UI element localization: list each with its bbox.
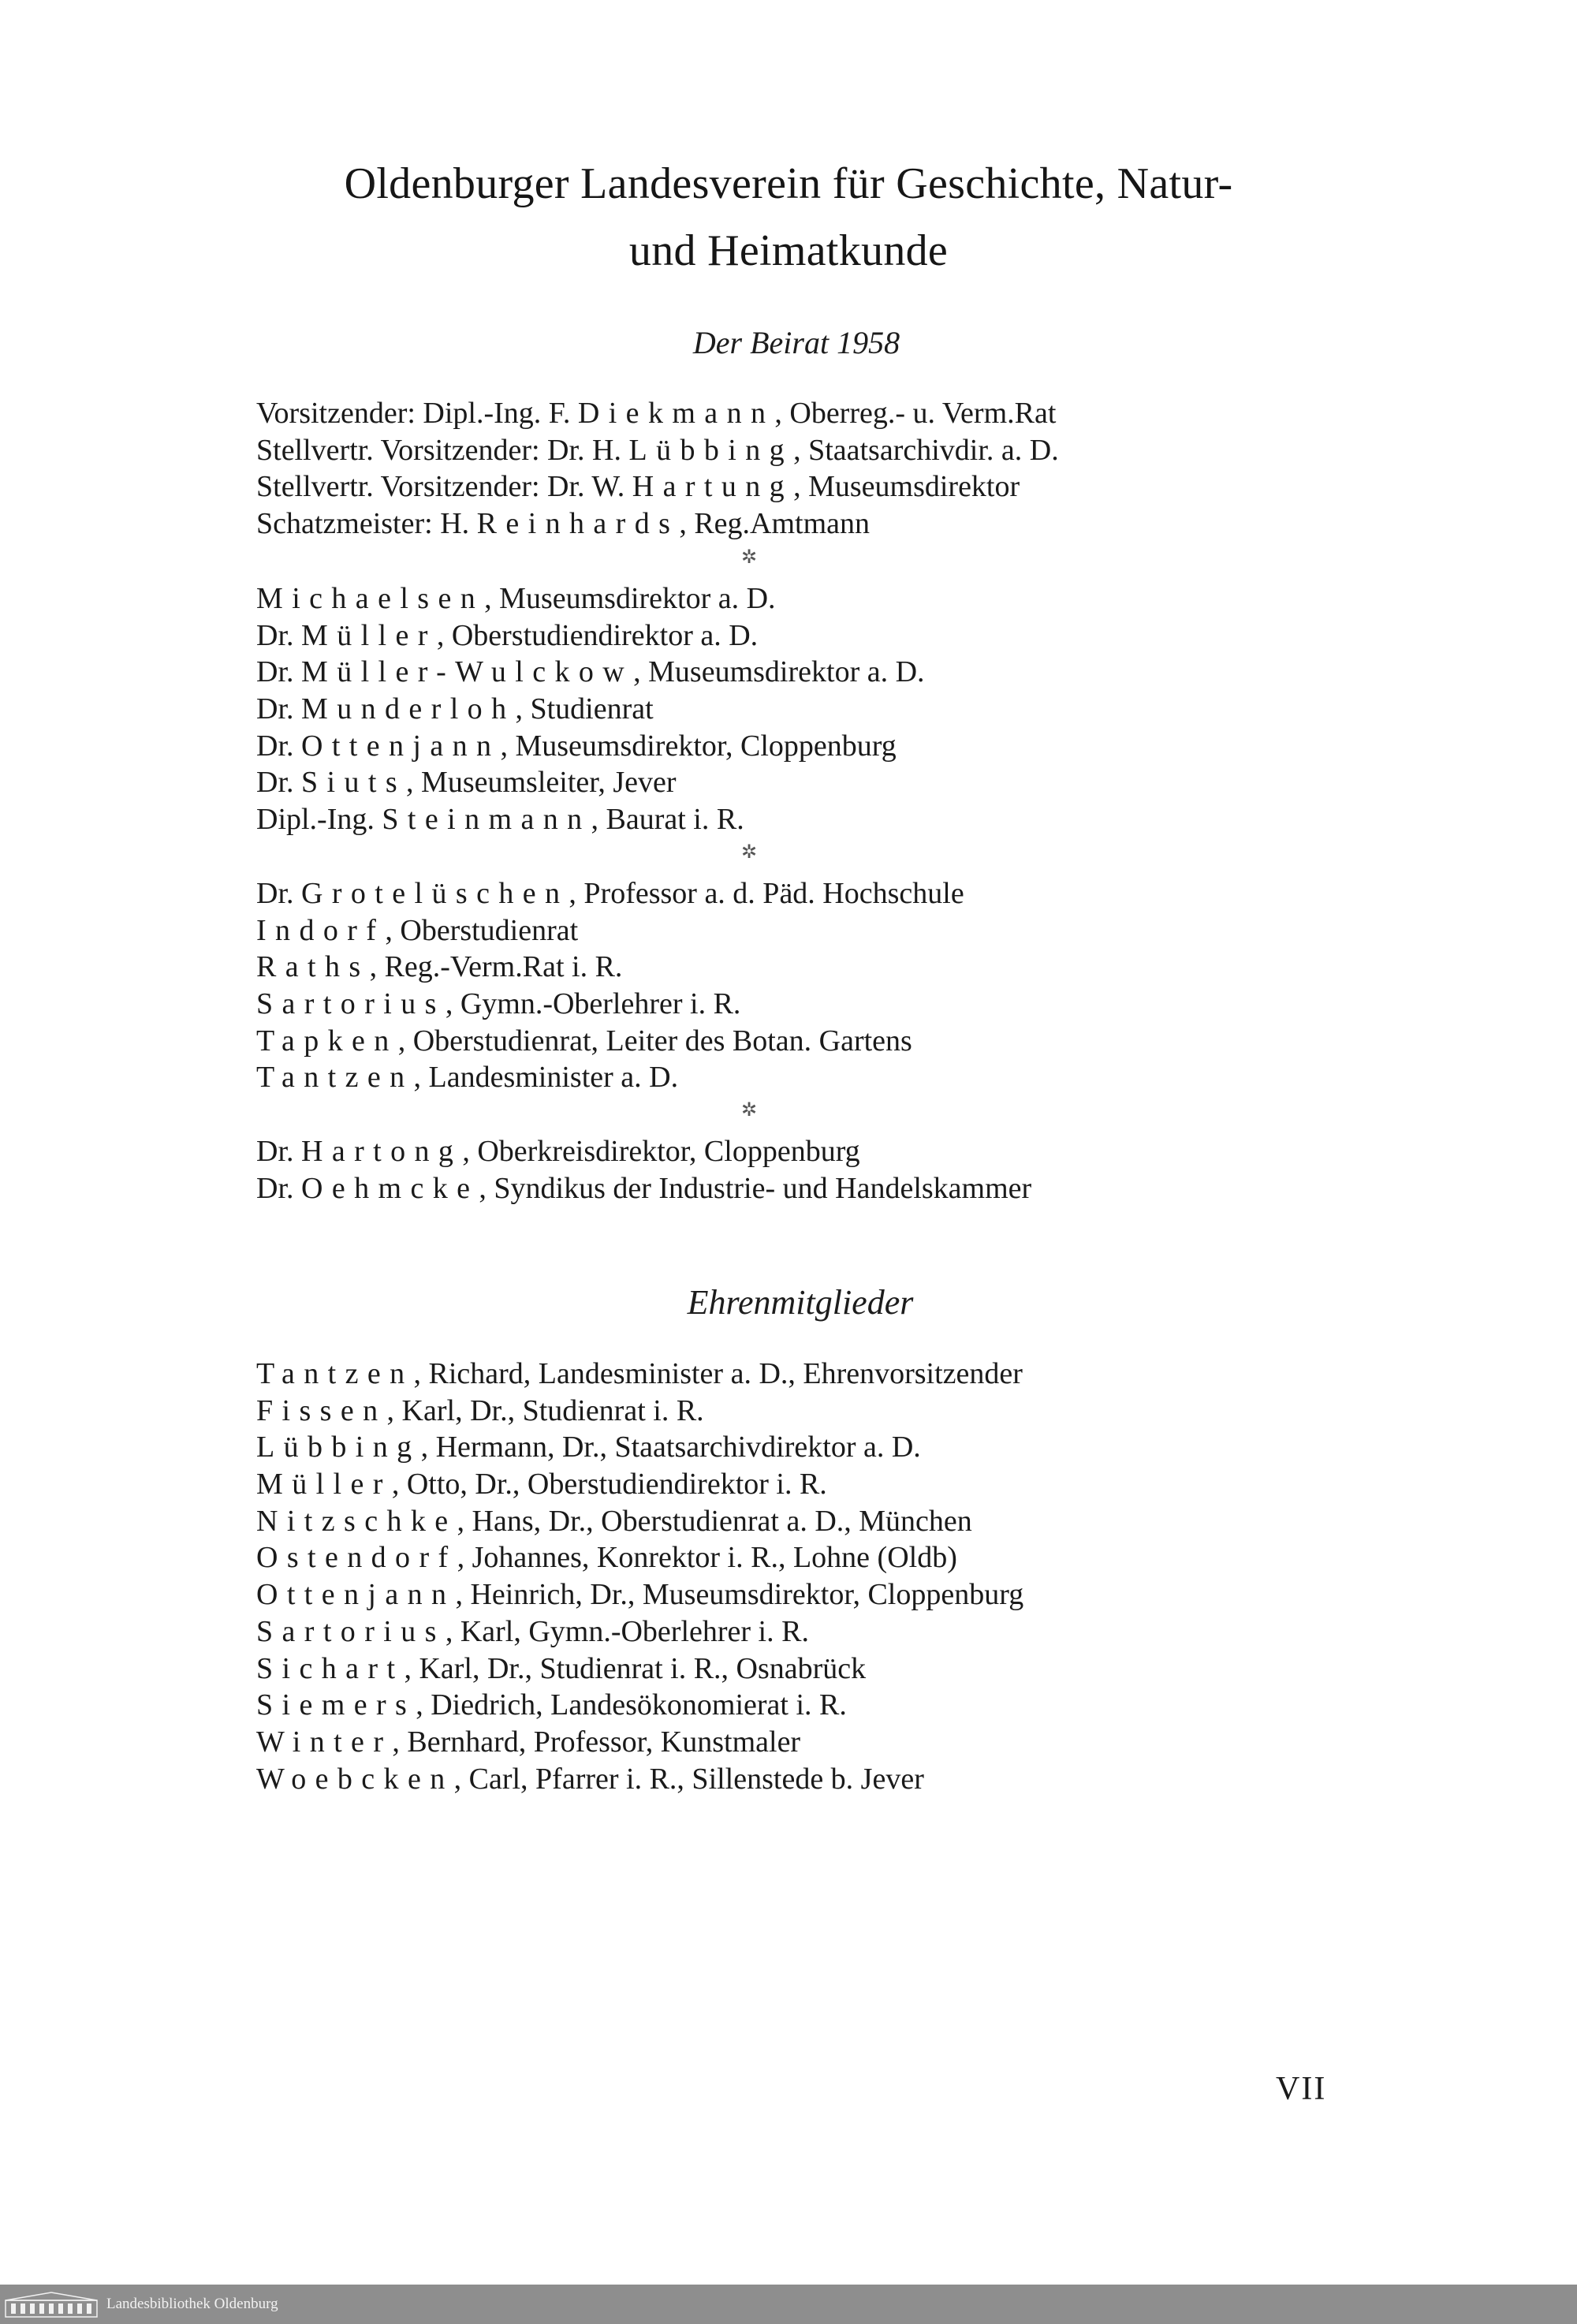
entry-suffix: , Heinrich, Dr., Museumsdirektor, Cloppenburg (455, 1578, 1024, 1612)
list-item (256, 1429, 1023, 1466)
entry-suffix: , Carl, Pfarrer i. R., Sillenstede b. Jever (453, 1762, 924, 1796)
entry-name: Hartong (301, 1135, 463, 1168)
entry-suffix: , Gymn.-Oberlehrer i. R. (445, 987, 741, 1021)
entry-prefix: Dr. (256, 766, 301, 800)
ehrenmitglieder-heading: Ehrenmitglieder (687, 1283, 914, 1322)
entry-name: Michaelsen (256, 582, 485, 615)
entry-suffix: , Oberstudienrat (385, 913, 579, 947)
entry-name: Siemers (256, 1688, 416, 1722)
entry-name: Grotelüschen (301, 877, 569, 910)
entry-suffix: , Bernhard, Professor, Kunstmaler (392, 1725, 801, 1759)
list-item (256, 1503, 1023, 1540)
list-item (256, 580, 925, 617)
title-line-2: und Heimatkunde (628, 226, 949, 275)
entry-name: Müller (301, 618, 437, 652)
entry-prefix: Stellvertr. Vorsitzender: Dr. H. (256, 433, 629, 467)
beirat-group-1-list (256, 580, 925, 838)
beirat-group-2-list (256, 875, 964, 1096)
entry-name: Woebcken (256, 1762, 454, 1796)
entry-name: Ottenjann (256, 1578, 456, 1612)
beirat-group-3-list (256, 1133, 1031, 1207)
list-item (256, 728, 925, 765)
asterisk-separator-icon: ✲ (740, 842, 758, 863)
entry-prefix: Schatzmeister: H. (256, 507, 477, 541)
list-item (256, 1613, 1023, 1651)
officers-list (256, 395, 1059, 543)
entry-name: Sichart (256, 1651, 405, 1685)
entry-name: Oehmcke (301, 1171, 479, 1205)
list-item (256, 1651, 1023, 1688)
page-number: VII (1276, 2071, 1327, 2107)
ehrenmitglieder-list (256, 1356, 1023, 1797)
list-item (256, 1466, 1023, 1503)
entry-suffix: , Museumsdirektor a. D. (484, 582, 776, 615)
list-item (256, 1023, 964, 1060)
entry-suffix: , Staatsarchivdir. a. D. (793, 433, 1059, 467)
list-item (256, 1724, 1023, 1761)
list-item (256, 505, 1059, 543)
entry-name: Raths (256, 950, 370, 984)
entry-name: Tapken (256, 1024, 398, 1058)
entry-name: Ostendorf (256, 1541, 457, 1575)
entry-name: Diekmann (577, 397, 775, 430)
list-item (256, 395, 1059, 432)
entry-prefix: Dr. (256, 1171, 301, 1205)
entry-suffix: , Museumsdirektor a. D. (633, 655, 925, 689)
entry-prefix: Dr. (256, 877, 301, 910)
entry-name: Sartorius (256, 987, 446, 1021)
entry-suffix: , Oberreg.- u. Verm.Rat (774, 397, 1057, 430)
list-item (256, 654, 925, 691)
entry-name: Müller-Wulckow (301, 655, 634, 689)
entry-prefix: Dr. (256, 692, 301, 726)
list-item (256, 949, 964, 986)
entry-name: Reinhards (476, 507, 680, 541)
title-line-1: Oldenburger Landesverein für Geschichte, Natur- (344, 159, 1233, 208)
list-item (256, 468, 1059, 505)
list-item (256, 1576, 1023, 1613)
list-item (256, 617, 925, 655)
entry-name: Steinmann (382, 803, 591, 837)
entry-name: Tantzen (256, 1357, 414, 1390)
entry-name: Müller (256, 1468, 392, 1501)
entry-name: Sartorius (256, 1614, 446, 1648)
entry-prefix: Dr. (256, 729, 301, 763)
entry-suffix: , Reg.Amtmann (679, 507, 871, 541)
entry-suffix: , Syndikus der Industrie- und Handelskammer (479, 1171, 1032, 1205)
entry-suffix: , Museumsdirektor (793, 470, 1020, 504)
asterisk-separator-icon: ✲ (740, 547, 758, 568)
entry-suffix: , Reg.-Verm.Rat i. R. (369, 950, 623, 984)
entry-suffix: , Diedrich, Landesökonomierat i. R. (416, 1688, 847, 1722)
entry-name: Tantzen (256, 1061, 414, 1095)
entry-suffix: , Oberkreisdirektor, Cloppenburg (462, 1135, 860, 1168)
library-name: Landesbibliothek Oldenburg (106, 2296, 278, 2312)
entry-name: Munderloh (301, 692, 516, 726)
list-item (256, 912, 964, 949)
entry-suffix: , Museumsleiter, Jever (406, 766, 677, 800)
entry-name: Ottenjann (301, 729, 501, 763)
entry-suffix: , Richard, Landesminister a. D., Ehrenvorsitzender (413, 1357, 1023, 1390)
entry-prefix: Dipl.-Ing. (256, 803, 382, 837)
asterisk-separator-icon: ✲ (740, 1100, 758, 1121)
list-item (256, 1133, 1031, 1170)
list-item (256, 1170, 1031, 1207)
entry-suffix: , Hermann, Dr., Staatsarchivdirektor a. D. (420, 1431, 921, 1464)
list-item (256, 801, 925, 838)
entry-suffix: , Studienrat (515, 692, 654, 726)
entry-suffix: , Karl, Gymn.-Oberlehrer i. R. (445, 1614, 809, 1648)
library-footer-bar (0, 2285, 1577, 2324)
entry-suffix: , Professor a. d. Päd. Hochschule (569, 877, 964, 910)
entry-name: Fissen (256, 1393, 387, 1427)
list-item (256, 1393, 1023, 1430)
entry-suffix: , Hans, Dr., Oberstudienrat a. D., München (457, 1504, 972, 1538)
entry-suffix: , Johannes, Konrektor i. R., Lohne (Oldb) (457, 1541, 957, 1575)
list-item (256, 986, 964, 1023)
entry-suffix: , Oberstudienrat, Leiter des Botan. Gartens (397, 1024, 912, 1058)
entry-name: Indorf (256, 913, 386, 947)
list-item (256, 1539, 1023, 1576)
list-item (256, 764, 925, 801)
library-building-icon (5, 2291, 98, 2318)
beirat-heading: Der Beirat 1958 (692, 325, 900, 360)
entry-prefix: Dr. (256, 1135, 301, 1168)
list-item (256, 1356, 1023, 1393)
list-item (256, 875, 964, 912)
entry-suffix: , Karl, Dr., Studienrat i. R., Osnabrück (404, 1651, 867, 1685)
list-item (256, 1687, 1023, 1724)
entry-suffix: , Museumsdirektor, Cloppenburg (500, 729, 897, 763)
list-item (256, 432, 1059, 469)
list-item (256, 691, 925, 728)
entry-name: Lübbing (256, 1431, 421, 1464)
entry-name: Winter (256, 1725, 393, 1759)
list-item (256, 1761, 1023, 1798)
entry-prefix: Dr. (256, 655, 301, 689)
entry-prefix: Dr. (256, 618, 301, 652)
entry-name: Hartung (632, 470, 794, 504)
entry-name: Lübbing (628, 433, 794, 467)
entry-prefix: Stellvertr. Vorsitzender: Dr. W. (256, 470, 632, 504)
entry-suffix: , Karl, Dr., Studienrat i. R. (386, 1393, 704, 1427)
entry-name: Nitzschke (256, 1504, 457, 1538)
entry-suffix: , Oberstudiendirektor a. D. (436, 618, 759, 652)
entry-suffix: , Otto, Dr., Oberstudiendirektor i. R. (391, 1468, 827, 1501)
entry-suffix: , Baurat i. R. (591, 803, 744, 837)
list-item (256, 1059, 964, 1096)
entry-suffix: , Landesminister a. D. (413, 1061, 679, 1095)
entry-name: Siuts (301, 766, 407, 800)
entry-prefix: Vorsitzender: Dipl.-Ing. F. (256, 397, 578, 430)
